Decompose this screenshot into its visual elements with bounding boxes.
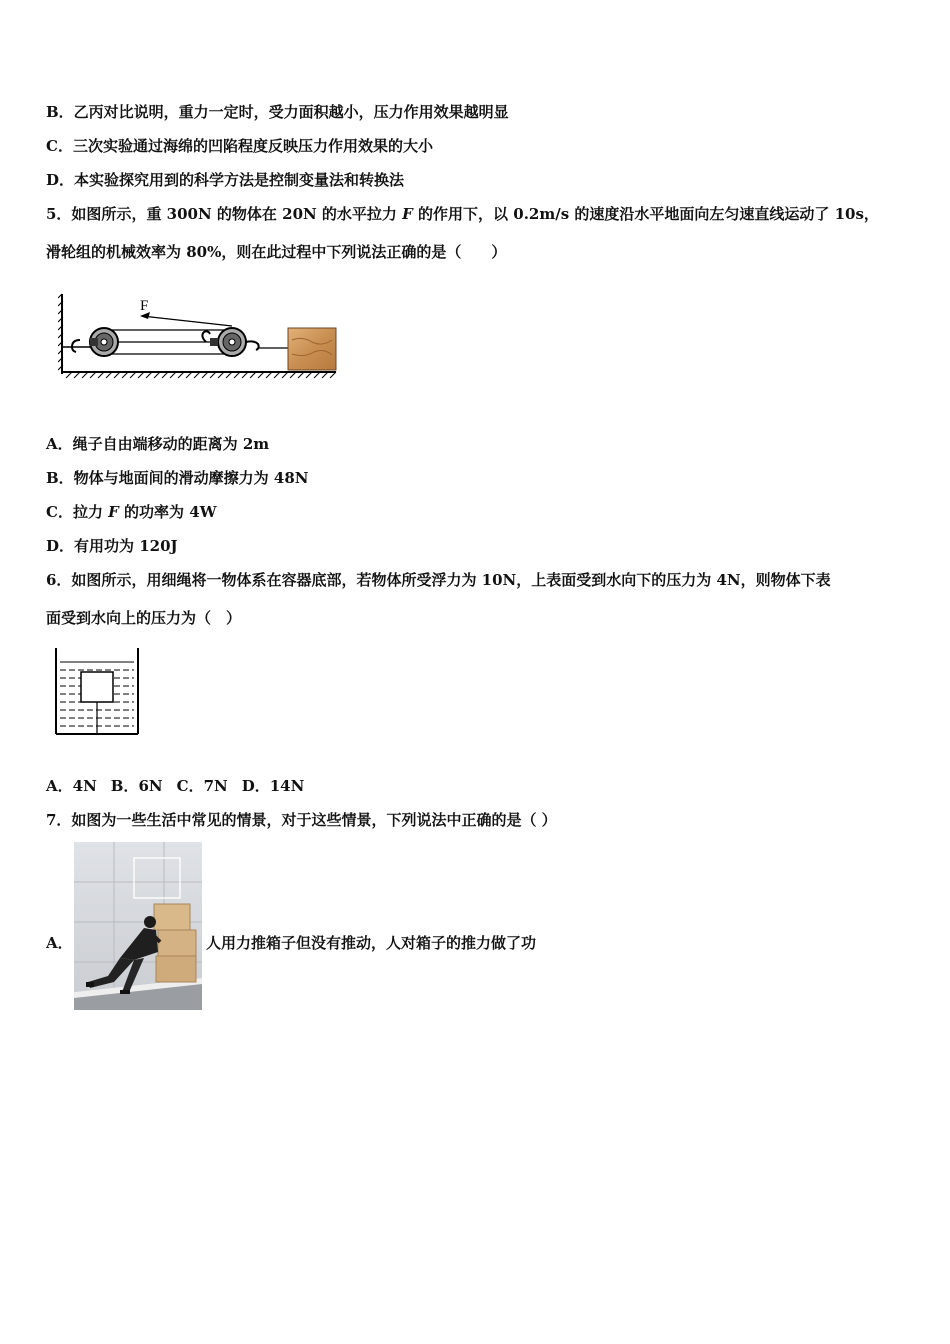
q5-var-f: F [402, 205, 413, 223]
force-label-f: F [140, 298, 149, 314]
q6-option-c: C．7N [176, 777, 228, 795]
container-water-figure [54, 646, 144, 740]
q4-option-d: D．本实验探究用到的科学方法是控制变量法和转换法 [46, 171, 405, 189]
q5-option-b: B．物体与地面间的滑动摩擦力为 48N [46, 469, 309, 487]
q7-stem: 7．如图为一些生活中常见的情景，对于这些情景，下列说法中正确的是（ ） [46, 811, 557, 829]
q7-option-a-label: A． [46, 934, 73, 952]
man-pushing-boxes-photo [74, 842, 202, 1010]
q6-stem-line2: 面受到水向上的压力为（ ） [46, 609, 242, 627]
q5-stem-line2: 滑轮组的机械效率为 80%，则在此过程中下列说法正确的是（ ） [46, 243, 507, 261]
pulley-system-figure [58, 292, 340, 386]
q5-option-d: D．有用功为 120J [46, 537, 178, 555]
q5-option-c: C．拉力 F 的功率为 4W [46, 503, 217, 521]
q6-options [46, 776, 318, 796]
q5-stem-line1: 5．如图所示，重 300N 的物体在 20N 的水平拉力 F 的作用下，以 0.2m/s 的速度沿水平地面向左匀速直线运动了 10s， [46, 205, 879, 223]
q6-option-a: A．4N [46, 777, 97, 795]
q6-option-d: D．14N [241, 777, 305, 795]
q6-option-b: B．6N [110, 777, 163, 795]
q4-option-c: C．三次实验通过海绵的凹陷程度反映压力作用效果的大小 [46, 137, 433, 155]
q7-option-a-text: 人用力推箱子但没有推动，人对箱子的推力做了功 [206, 934, 537, 952]
q4-option-b: B．乙丙对比说明，重力一定时，受力面积越小，压力作用效果越明显 [46, 103, 509, 121]
q6-stem-line1: 6．如图所示，用细绳将一物体系在容器底部，若物体所受浮力为 10N，上表面受到水向下的压力为 4N，则物体下表 [46, 571, 831, 589]
q5-option-a: A．绳子自由端移动的距离为 2m [46, 435, 270, 453]
